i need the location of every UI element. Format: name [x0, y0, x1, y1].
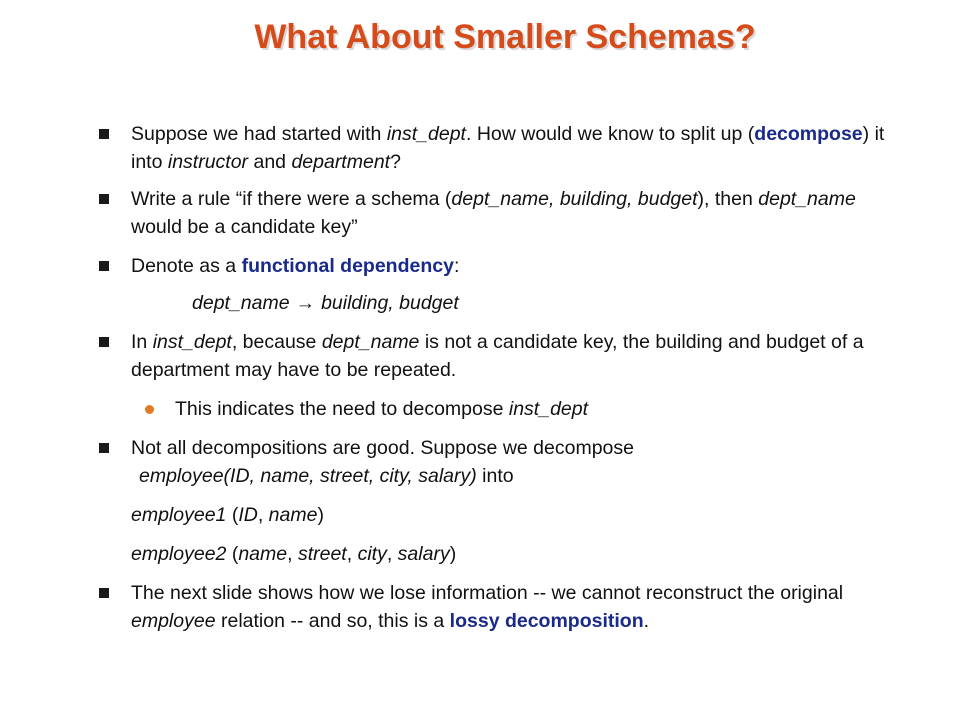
text: )	[449, 543, 457, 565]
functional-dependency-formula	[97, 289, 897, 317]
text: ,	[346, 543, 358, 565]
text: ), then	[697, 188, 759, 210]
italic-term: name	[238, 543, 288, 565]
text: ,	[386, 543, 398, 565]
employee2-schema	[97, 540, 897, 568]
text: relation -- and so, this is a	[215, 610, 450, 632]
text: Write a rule “if there were a schema (	[131, 188, 452, 210]
right-arrow-icon: →	[295, 292, 316, 314]
italic-term: salary	[397, 543, 450, 565]
text: ,	[257, 504, 269, 526]
bullet-item-1	[97, 120, 897, 176]
text: ?	[390, 151, 401, 173]
text: In	[131, 331, 153, 353]
keyword: functional dependency	[241, 255, 454, 277]
text: Denote as a	[131, 255, 242, 277]
italic-term: department	[291, 151, 391, 173]
bullet-item-5	[97, 434, 897, 490]
formula-left: dept_name	[192, 292, 290, 314]
text: )	[317, 504, 324, 526]
text: (	[226, 543, 239, 565]
square-bullet-icon	[99, 588, 109, 598]
text: , because	[231, 331, 322, 353]
text: . How would we know to split up (	[465, 123, 755, 145]
italic-term: instructor	[167, 151, 249, 173]
italic-term: employee1	[131, 504, 227, 526]
square-bullet-icon	[99, 443, 109, 453]
italic-term: dept_name, building, budget	[451, 188, 698, 210]
keyword: lossy decomposition	[449, 610, 644, 632]
formula-right: building, budget	[321, 292, 459, 314]
bullet-item-2	[97, 185, 897, 241]
italic-term: inst_dept	[386, 123, 466, 145]
text: into	[476, 465, 514, 487]
italic-term: dept_name	[321, 331, 420, 353]
bullet-item-4	[97, 328, 897, 384]
square-bullet-icon	[99, 194, 109, 204]
employee1-schema	[97, 501, 897, 529]
round-bullet-icon	[145, 405, 154, 414]
italic-term: employee(ID, name, street, city, salary)	[139, 465, 477, 487]
text: and	[248, 151, 292, 173]
text: ,	[287, 543, 298, 565]
bullet-item-3	[97, 252, 897, 280]
italic-term: ID	[238, 504, 258, 526]
square-bullet-icon	[99, 129, 109, 139]
italic-term: employee2	[131, 543, 227, 565]
italic-term: inst_dept	[152, 331, 232, 353]
italic-term: employee	[131, 610, 216, 632]
slide-title: What About Smaller Schemas?	[254, 18, 756, 56]
italic-term: inst_dept	[508, 398, 589, 420]
italic-term: street	[297, 543, 347, 565]
text: :	[453, 255, 460, 277]
keyword: decompose	[754, 123, 863, 145]
italic-term: name	[268, 504, 318, 526]
text: is not a candidate key, the building and budget of a department may have to be repeated.	[131, 331, 864, 381]
text: .	[643, 610, 650, 632]
text: Not all decompositions are good. Suppose we decompose	[131, 437, 634, 459]
square-bullet-icon	[99, 261, 109, 271]
text: The next slide shows how we lose information -- we cannot reconstruct the original	[131, 582, 844, 604]
square-bullet-icon	[99, 337, 109, 347]
text: (	[226, 504, 239, 526]
sub-bullet-item	[97, 395, 897, 423]
italic-term: dept_name	[758, 188, 856, 210]
text: ) it into	[131, 123, 885, 173]
text: This indicates the need to decompose	[175, 398, 509, 420]
text: Suppose we had started with	[131, 123, 387, 145]
italic-term: city	[357, 543, 387, 565]
text: would be a candidate key”	[131, 216, 358, 238]
bullet-item-6	[97, 579, 897, 635]
slide-body	[97, 120, 897, 635]
